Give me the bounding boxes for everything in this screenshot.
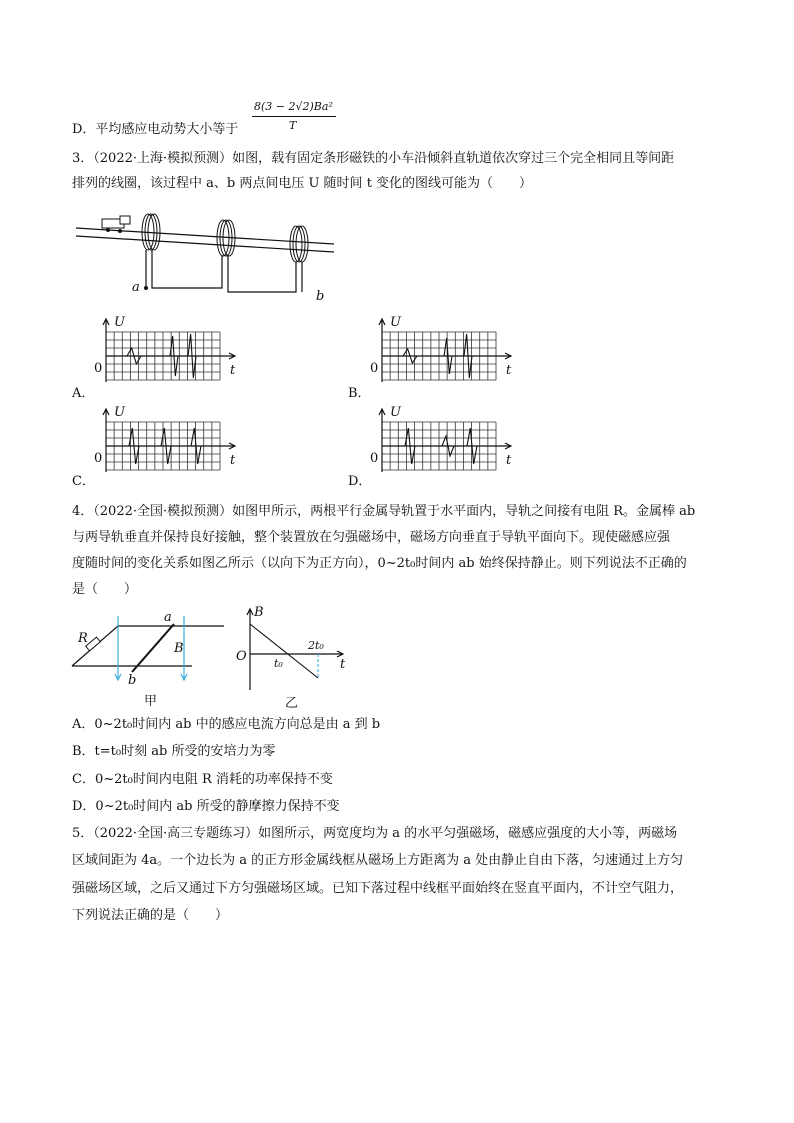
label-2t0: 2t₀ [308,639,324,652]
q4-text-line2: 与两导轨垂直并保持良好接触，整个装置放在匀强磁场中，磁场方向垂直于导轨平面向下。现使磁感应强 [72,530,671,545]
q4-option-c[interactable]: C．0~2t₀时间内电阻 R 消耗的功率保持不变 [72,772,333,787]
coil-1-icon [142,214,160,250]
axis-label-u: U [114,405,125,420]
q4-text-line4: 是（ ） [72,582,138,597]
axis-label-zero: 0 [370,361,379,376]
q5-text-line1: 5．（2022·全国·高三专题练习）如图所示，两宽度均为 a 的水平匀强磁场，磁感应强度的大小等，两磁场 [72,826,678,841]
q4-text-line1: 4．（2022·全国·模拟预测）如图甲所示，两根平行金属导轨置于水平面内，导轨之间接有电阻 R。金属棒 ab [72,504,696,519]
axis-label-zero: 0 [370,451,379,466]
terminal-a [144,286,148,290]
q5-text-line2: 区域间距为 4a。一个边长为 a 的正方形金属线框从磁场上方距离为 a 处由静止自由下落，匀速通过上方匀 [72,853,684,868]
axis-label-t: t [506,363,512,378]
q3-graph-a[interactable] [94,316,244,386]
q3-option-c-label: C． [72,474,95,489]
q3-option-b-label: B． [348,386,371,401]
q4-option-d[interactable]: D．0~2t₀时间内 ab 所受的静摩擦力保持不变 [72,799,340,814]
q3-graph-c[interactable] [94,406,244,476]
axis-label-zero: 0 [94,361,103,376]
q4-figure-yi [234,606,354,692]
resistor-icon [86,637,101,651]
q2-option-d: D．平均感应电动势大小等于 [72,122,239,137]
label-O: O [236,649,247,664]
axis-label-u: U [390,315,401,330]
label-B-axis: B [254,605,264,620]
q4-option-a[interactable]: A．0~2t₀时间内 ab 中的感应电流方向总是由 a 到 b [72,717,381,732]
q3-option-d-label: D． [348,474,372,489]
q3-graph-d[interactable] [370,406,520,476]
q5-text-line3: 强磁场区域，之后又通过下方匀强磁场区域。已知下落过程中线框平面始终在竖直平面内，不计空气阻力， [72,881,684,896]
q4-figure-yi-caption: 乙 [285,696,299,711]
label-t: t [340,657,346,672]
label-B: B [174,641,184,656]
q4-figure-jia [72,610,232,688]
coil-3-icon [290,226,308,262]
label-b: b [316,289,325,304]
magnet-icon [120,216,130,224]
axis-label-zero: 0 [94,451,103,466]
q3-text-line1: 3．（2022·上海·模拟预测）如图，载有固定条形磁铁的小车沿倾斜直轨道依次穿过三个完全相同且等间距 [72,151,675,166]
label-b: b [128,673,137,688]
axis-label-u: U [114,315,125,330]
label-a: a [132,280,140,295]
label-a: a [164,610,172,625]
q3-text-line2: 排列的线圈，该过程中 a、b 两点间电压 U 随时间 t 变化的图线可能为（ ） [72,176,533,191]
q4-text-line3: 度随时间的变化关系如图乙所示（以向下为正方向），0~2t₀时间内 ab 始终保持静止。则下列说法不正确的 [72,556,687,571]
q2-d-numerator: 8(3 − 2√2)Ba² [254,100,333,113]
q3-apparatus-figure [76,210,338,306]
coil-2-icon [217,220,235,256]
q5-text-line4: 下列说法正确的是（ ） [72,908,229,923]
rod-ab [132,624,174,672]
q3-graph-b[interactable] [370,316,520,386]
rail-lower [76,236,334,252]
q2-d-denominator: T [289,119,297,132]
axis-label-t: t [506,453,512,468]
axis-label-t: t [230,363,236,378]
axis-label-u: U [390,405,401,420]
q4-option-b[interactable]: B．t=t₀时刻 ab 所受的安培力为零 [72,744,276,759]
axis-label-t: t [230,453,236,468]
q4-figure-jia-caption: 甲 [144,694,158,709]
q3-option-a-label: A． [72,386,95,401]
label-R: R [78,631,88,646]
label-t0: t₀ [274,657,283,670]
q2-d-fraction-bar [252,116,336,117]
